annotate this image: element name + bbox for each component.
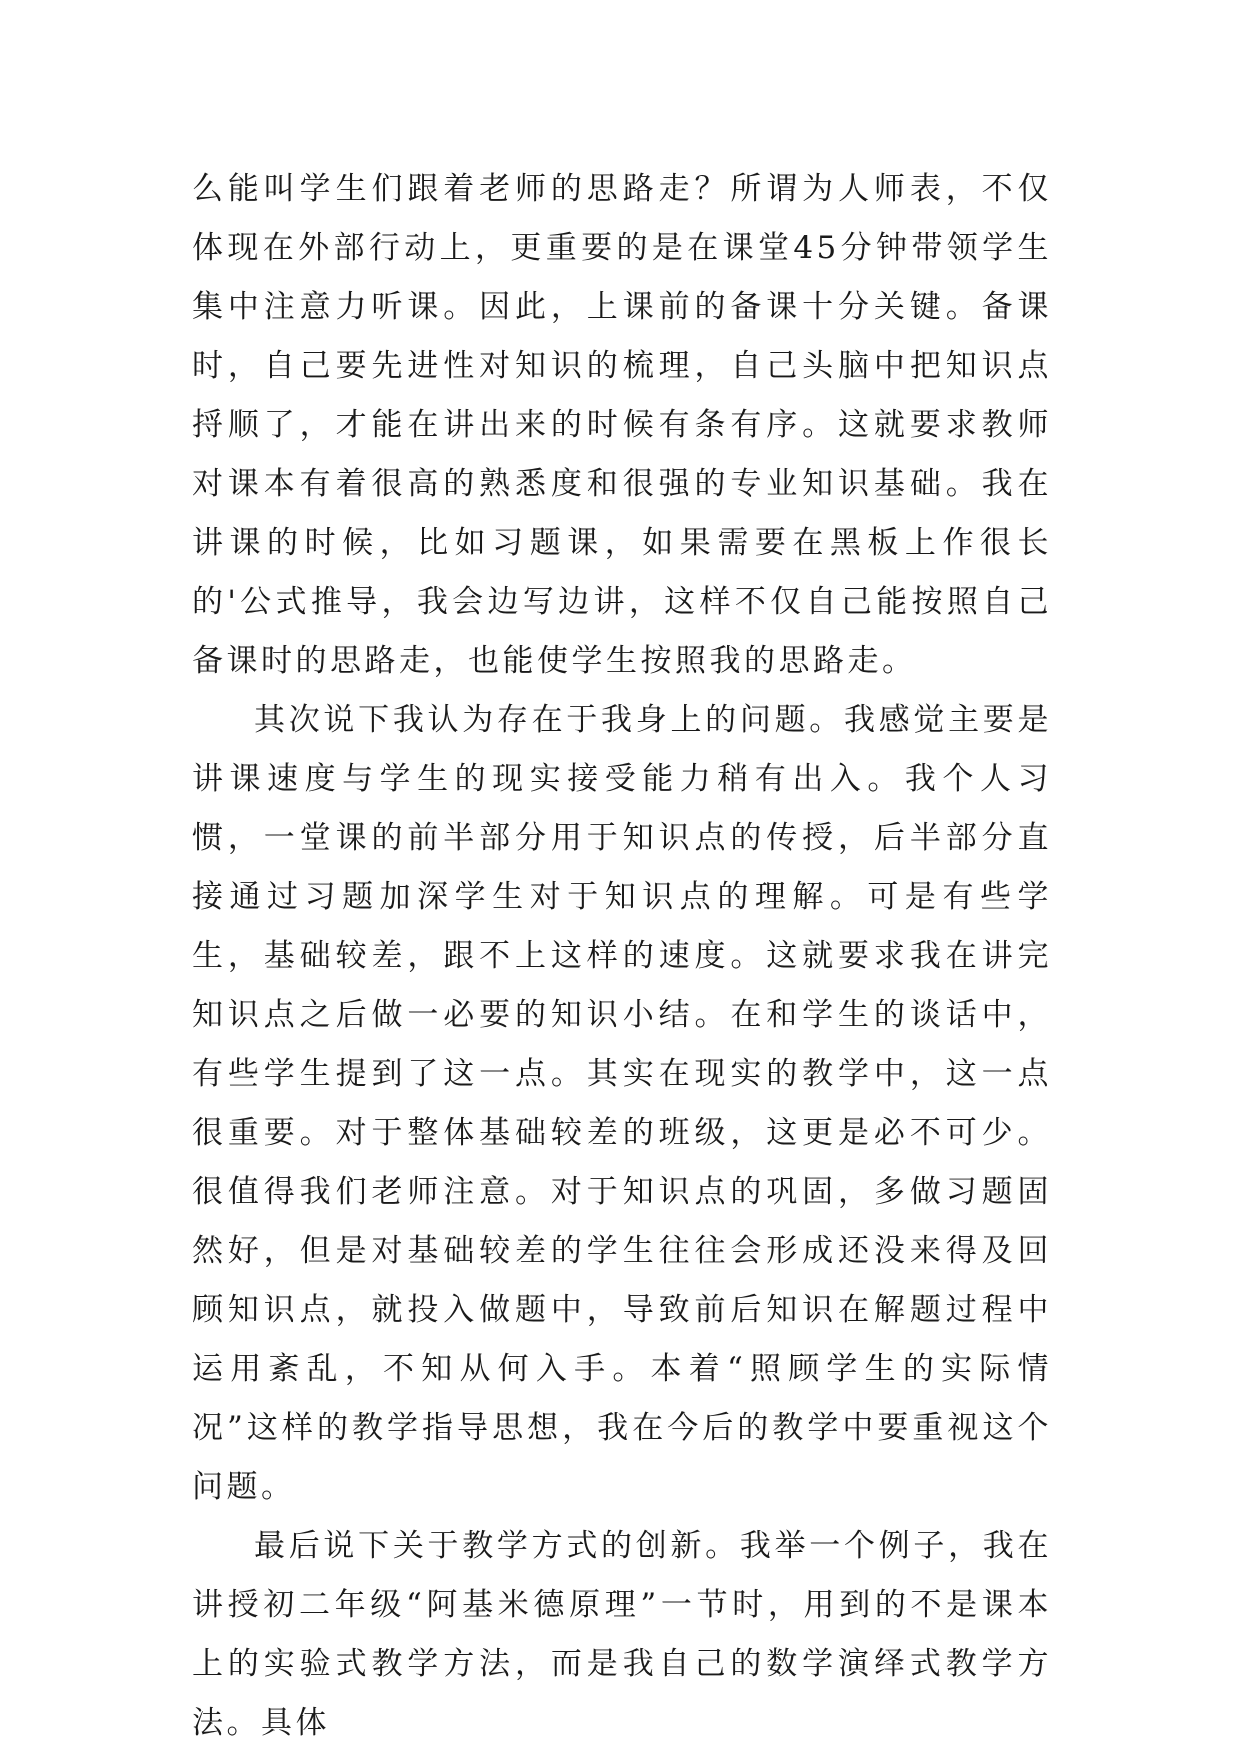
paragraph-continuation: 么能叫学生们跟着老师的思路走？所谓为人师表，不仅体现在外部行动上，更重要的是在课堂45分钟带领学生集中注意力听课。因此，上课前的备课十分关键。备课时，自己要先进性对知识的梳理，自己头脑中把知识点捋顺了，才能在讲出来的时候有条有序。这就要求教师对课本有着很高的熟悉度和很强的专业知识基础。我在讲课的时候，比如习题课，如果需要在黑板上作很长的'公式推导，我会边写边讲，这样不仅自己能按照自己备课时的思路走，也能使学生按照我的思路走。 — [192, 171, 1052, 679]
paragraph-problems: 其次说下我认为存在于我身上的问题。我感觉主要是讲课速度与学生的现实接受能力稍有出入。我个人习惯，一堂课的前半部分用于知识点的传授，后半部分直接通过习题加深学生对于知识点的理解。可是有些学生，基础较差，跟不上这样的速度。这就要求我在讲完知识点之后做一必要的知识小结。在和学生的谈话中，有些学生提到了这一点。其实在现实的教学中，这一点很重要。对于整体基础较差的班级，这更是必不可少。很值得我们老师注意。对于知识点的巩固，多做习题固然好，但是对基础较差的学生往往会形成还没来得及回顾知识点，就投入做题中，导致前后知识在解题过程中运用紊乱，不知从何入手。本着“照顾学生的实际情况”这样的教学指导思想，我在今后的教学中要重视这个问题。 — [192, 702, 1052, 1505]
paragraph-innovation: 最后说下关于教学方式的创新。我举一个例子，我在讲授初二年级“阿基米德原理”一节时，用到的不是课本上的实验式教学方法，而是我自己的数学演绎式教学方法。具体 — [192, 1528, 1052, 1741]
body-text — [192, 160, 1052, 1753]
